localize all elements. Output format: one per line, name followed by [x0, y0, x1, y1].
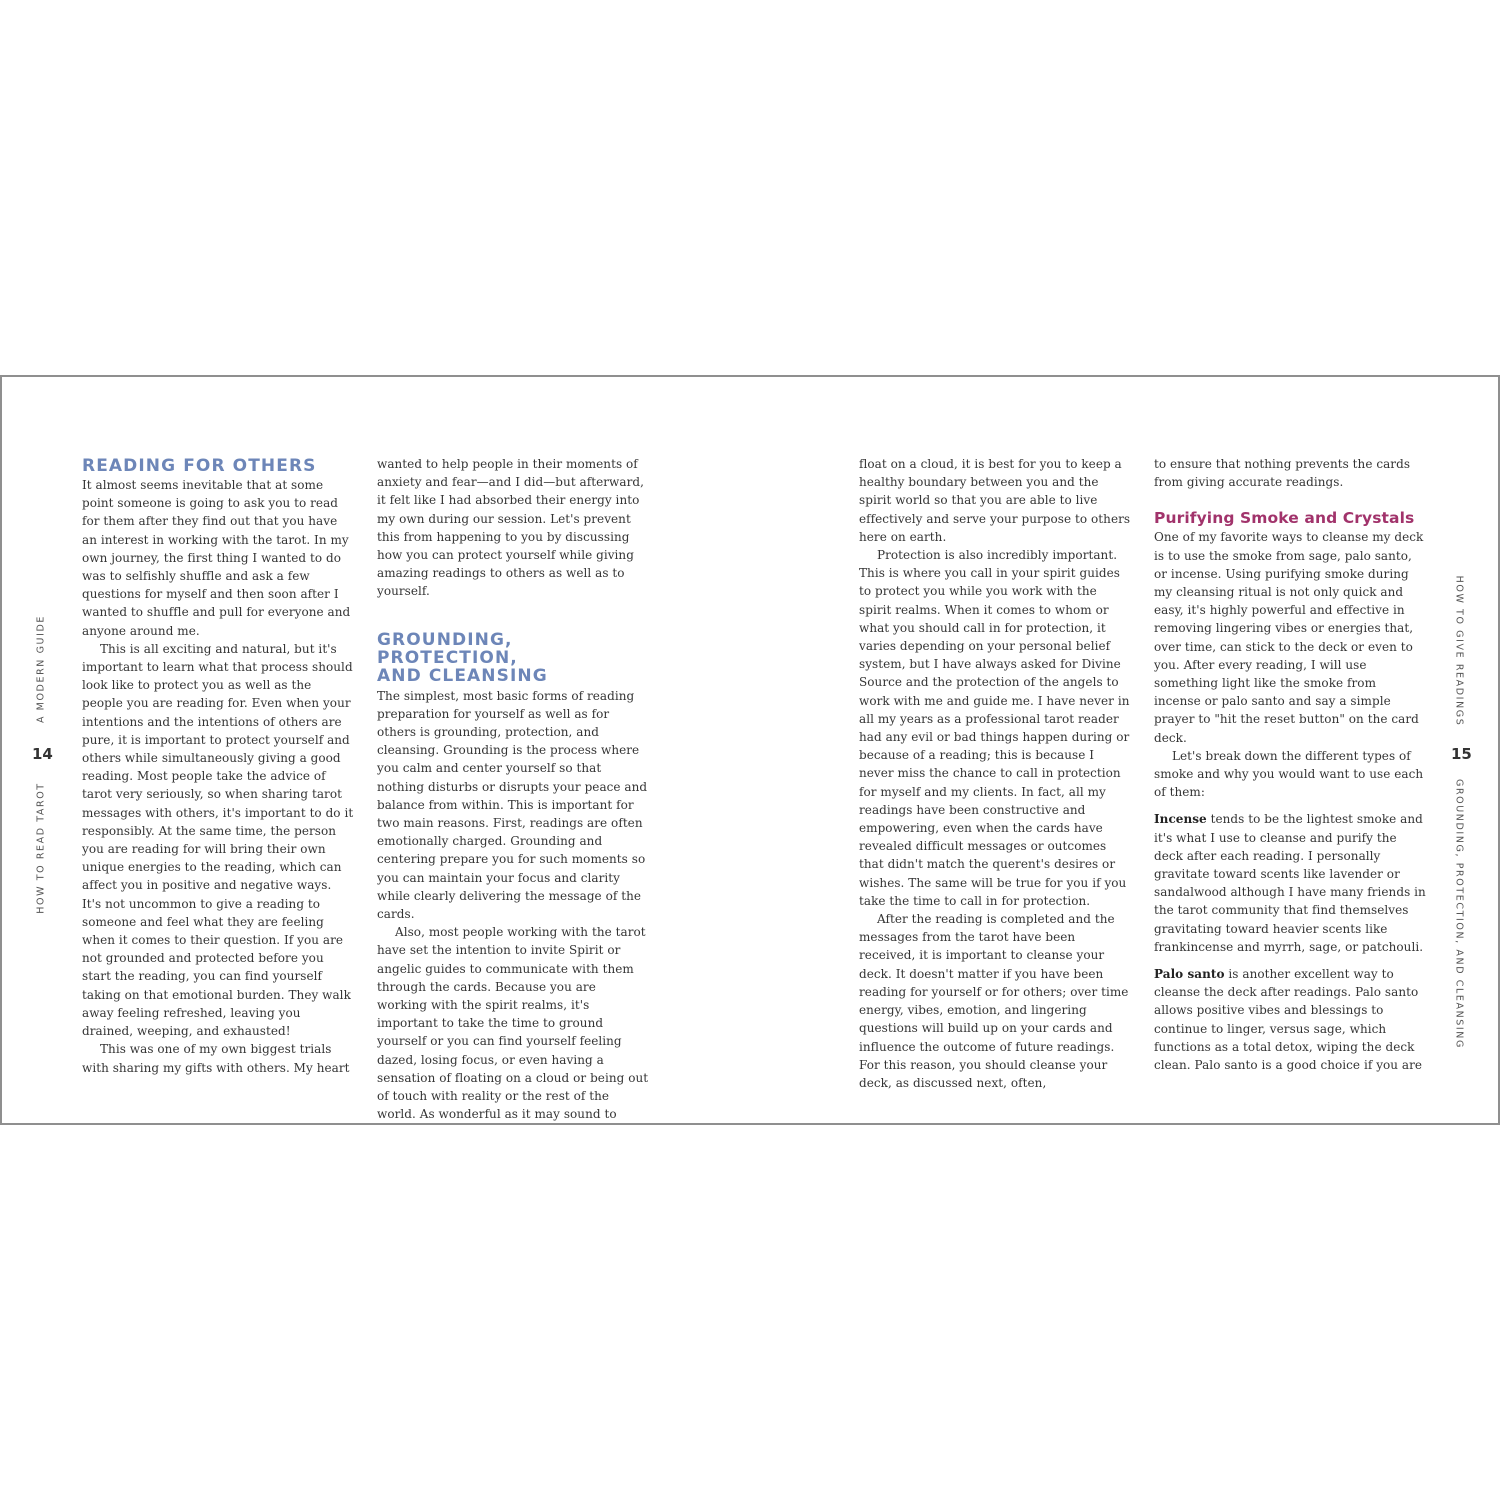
paragraph: to ensure that nothing prevents the cards from giving accurate readings. — [1154, 457, 1411, 490]
heading-line-1: GROUNDING, PROTECTION, — [377, 629, 518, 668]
heading-line-2: AND CLEANSING — [377, 665, 548, 686]
page-number-left: 14 — [32, 745, 53, 763]
paragraph: One of my favorite ways to cleanse my deck is to use the smoke from sage, palo santo, or incense. Using purifying smoke during my cleansing ritual is not only quick and easy, it's highly powerful and effective in removing lingering vibes or energies that, over time, can stick to the deck or even to you. After every reading, I will use something light like the smoke from incense or palo santo and say a simple prayer to "hit the reset button" on the card deck. — [1154, 530, 1424, 745]
paragraph: This was one of my own biggest trials with sharing my gifts with others. My heart — [82, 1042, 350, 1075]
section-heading-reading-for-others: READING FOR OTHERS — [82, 456, 317, 476]
right-page-column-2 — [1154, 455, 1426, 1074]
paragraph: This is all exciting and natural, but it's important to learn what that process should look like to protect you as well as the people you are reading for. Even when your intentions and the intentions of others are pure, it is important to protect yourself and others while simultaneously giving a good reading. Most people take the advice of tarot very seriously, so when sharing tarot messages with others, it's important to do it responsibly. At the same time, the person you are reading for will bring their own unique energies to the reading, which can affect you in positive and negative ways. It's not uncommon to give a reading to someone and feel what they are feeling when it comes to their question. If you are not grounded and protected before you start the reading, you can find yourself taking on that emotional burden. They walk away feeling refreshed, leaving you drained, weeping, and exhausted! — [82, 641, 354, 1039]
incense-text: tends to be the lightest smoke and it's what I use to cleanse and purify the deck after each reading. I personally gravitate toward scents like lavender or sandalwood although I have many friends in the tarot community that find themselves gravitating toward heavier scents like frankincense and myrrh, sage, or patchouli. — [1154, 812, 1426, 954]
left-page-column-2 — [377, 455, 649, 1124]
term-palo-santo: Palo santo — [1154, 967, 1225, 982]
paragraph: wanted to help people in their moments of anxiety and fear—and I did—but afterward, it felt like I had absorbed their energy into my own during our session. Let's prevent this from happening to you by discussing how you can protect yourself while giving amazing readings to others as well as to yourself. — [377, 457, 644, 599]
paragraph: Protection is also incredibly important. This is where you call in your spirit guides to protect you while you work with the spirit realms. When it comes to whom or what you should call in for protection, it varies depending on your personal belief system, but I have always asked for Divine Source and the protection of the angels to work with me and guide me. I have never in all my years as a professional tarot reader had any evil or bad things happen during or because of a reading; this is because I never miss the chance to call in protection for myself and my clients. In fact, all my readings have been constructive and empowering, even when the cards have revealed difficult messages or outcomes that didn't match the querent's desires or wishes. The same will be true for you if you take the time to call in for protection. — [859, 548, 1130, 908]
paragraph: After the reading is completed and the messages from the tarot have been received, it is important to cleanse your deck. It doesn't matter if you have been reading for yourself or for others; over time energy, vibes, emotion, and lingering questions will build up on your cards and influence the outcome of future readings. For this reason, you should cleanse your deck, as discussed next, often, — [859, 912, 1129, 1090]
running-head-right-top: HOW TO GIVE READINGS — [1453, 575, 1465, 727]
page-number-right: 15 — [1451, 745, 1472, 763]
palo-santo-text: is another excellent way to cleanse the deck after readings. Palo santo allows positive vibes and blessings to continue to linger, versus sage, which functions as a total detox, wiping the deck clean. Palo santo is a good choice if you are — [1154, 967, 1423, 1073]
paragraph: Also, most people working with the tarot have set the intention to invite Spirit or angelic guides to communicate with them through the cards. Because you are working with the spirit realms, it's important to take the time to ground yourself or you can find yourself feeling dazed, losing focus, or even having a sensation of floating on a cloud or being out of touch with reality or the rest of the world. As wonderful as it may sound to — [377, 925, 649, 1122]
subheading-purifying-smoke: Purifying Smoke and Crystals — [1154, 509, 1415, 528]
left-page-column-1 — [82, 455, 354, 1077]
section-heading-grounding — [377, 631, 649, 685]
right-page-column-1 — [859, 455, 1131, 1092]
paragraph: The simplest, most basic forms of reading preparation for yourself as well as for others is grounding, protection, and cleansing. Grounding is the process where you calm and center yourself so that nothing disturbs or disrupts your peace and balance from within. This is important for two main reasons. First, readings are often emotionally charged. Grounding and centering prepare you for such moments so you can maintain your focus and clarity while clearly delivering the message of the cards. — [377, 688, 648, 922]
paragraph-incense — [1154, 810, 1426, 956]
paragraph: Let's break down the different types of smoke and why you would want to use each of them: — [1154, 748, 1424, 800]
running-head-left-top: A MODERN GUIDE — [35, 614, 47, 724]
running-head-left-bottom: HOW TO READ TAROT — [35, 782, 47, 914]
term-incense: Incense — [1154, 812, 1207, 827]
running-head-right-bottom: GROUNDING, PROTECTION, AND CLEANSING — [1453, 779, 1465, 1049]
paragraph: float on a cloud, it is best for you to keep a healthy boundary between you and the spirit world so that you are able to live effectively and serve your purpose to others here on earth. — [859, 457, 1131, 544]
paragraph-palo-santo — [1154, 965, 1426, 1074]
book-spread — [0, 375, 1500, 1125]
paragraph: It almost seems inevitable that at some point someone is going to ask you to read for them after they find out that you have an interest in working with the tarot. In my own journey, the first thing I wanted to do was to selfishly shuffle and ask a few questions for myself and then soon after I wanted to shuffle and pull for everyone and anyone around me. — [82, 478, 351, 638]
